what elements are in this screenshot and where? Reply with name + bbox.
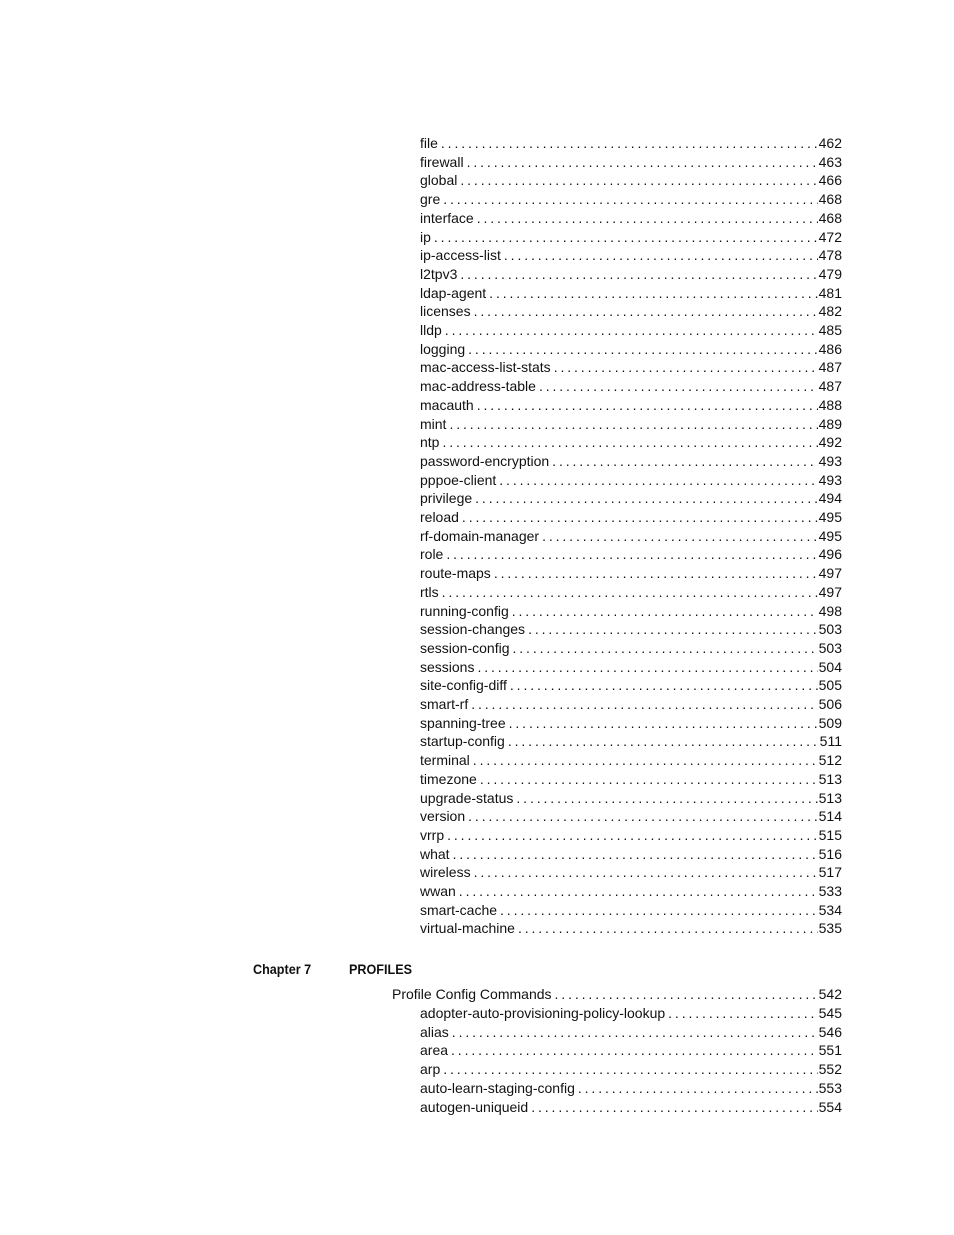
toc-entry-label: sessions: [420, 658, 475, 675]
toc-entry-label: terminal: [420, 752, 470, 769]
toc-entry-label: mac-address-table: [420, 378, 536, 395]
dot-leader: [452, 1023, 818, 1042]
toc-entry[interactable]: [420, 770, 842, 789]
toc-entry-page: 482: [818, 303, 842, 320]
toc-entry-page: 533: [818, 883, 842, 899]
toc-entry[interactable]: [420, 658, 842, 677]
toc-entry-label: password-encryption: [420, 452, 550, 469]
toc-entry-label: licenses: [420, 303, 471, 320]
toc-entry-label: global: [420, 172, 458, 189]
toc-entry-label: startup-config: [420, 733, 505, 750]
dot-leader: [578, 1079, 818, 1098]
toc-entry-label: what: [420, 845, 450, 862]
toc-entry-page: 551: [818, 1042, 842, 1059]
toc-entry-page: 515: [818, 826, 842, 843]
toc-entry-page: 546: [818, 1023, 842, 1040]
toc-entry-page: 517: [818, 864, 842, 881]
toc-entry-page: 553: [818, 1079, 842, 1096]
toc-entry[interactable]: [420, 564, 842, 583]
toc-entry[interactable]: [420, 732, 842, 751]
toc-entry-label: rtls: [420, 583, 439, 600]
toc-entry-page: 503: [818, 639, 842, 656]
toc-entry[interactable]: [420, 302, 842, 321]
toc-entry-page: 509: [818, 714, 842, 731]
toc-entry[interactable]: [420, 415, 842, 434]
toc-entry-label: reload: [420, 509, 459, 525]
toc-entry-label: adopter-auto-provisioning-policy-lookup: [420, 1005, 666, 1021]
toc-entry-label: wwan: [420, 883, 456, 899]
toc-entry[interactable]: [420, 489, 842, 508]
toc-entry-page: 486: [818, 340, 842, 357]
dot-leader: [513, 639, 818, 658]
dot-leader: [445, 321, 818, 340]
toc-entry-page: 495: [818, 509, 842, 525]
toc-entry[interactable]: [420, 1079, 842, 1098]
toc-entry[interactable]: [420, 433, 842, 452]
dot-leader: [468, 340, 817, 359]
chapter-number: Chapter 7: [253, 961, 312, 977]
toc-entry[interactable]: [420, 321, 842, 340]
toc-entry[interactable]: [420, 228, 842, 247]
toc-entry-label: l2tpv3: [420, 265, 458, 282]
toc-entry[interactable]: [420, 676, 842, 695]
toc-entry-page: 487: [818, 359, 842, 376]
toc-entry-label: ldap-agent: [420, 284, 487, 301]
toc-entry-label: vrrp: [420, 826, 445, 843]
dot-leader: [552, 452, 817, 471]
toc-entry-page: 481: [818, 284, 842, 301]
toc-entry-label: mac-access-list-stats: [420, 359, 551, 376]
dot-leader: [443, 1060, 817, 1079]
chapter-title: PROFILES: [349, 961, 413, 977]
toc-entry[interactable]: [420, 882, 842, 901]
toc-entry-page: 513: [818, 789, 842, 806]
dot-leader: [516, 789, 817, 808]
toc-entry[interactable]: [420, 396, 842, 415]
toc-entry-label: role: [420, 546, 444, 563]
toc-entry[interactable]: [420, 845, 842, 864]
toc-entry-label: session-changes: [420, 621, 526, 638]
toc-entry-page: 504: [818, 658, 842, 675]
dot-leader: [443, 190, 817, 209]
dot-leader: [473, 751, 818, 770]
toc-entry-page: 468: [818, 209, 842, 226]
dot-leader: [499, 471, 817, 490]
toc-entry-page: 497: [818, 583, 842, 600]
toc-entry-label: alias: [420, 1023, 449, 1040]
dot-leader: [460, 171, 817, 190]
toc-entry[interactable]: [420, 508, 842, 527]
toc-entry-label: area: [420, 1042, 449, 1059]
toc-entry-label: spanning-tree: [420, 714, 506, 731]
dot-leader: [451, 1041, 818, 1060]
dot-leader: [542, 527, 818, 546]
toc-entry-page: 506: [818, 696, 842, 712]
toc-entry[interactable]: [420, 901, 842, 920]
toc-entry[interactable]: [420, 134, 842, 153]
toc-entry[interactable]: [420, 471, 842, 490]
toc-entry-label: running-config: [420, 602, 509, 619]
toc-section-entry[interactable]: [392, 985, 842, 1004]
toc-entry-page: 511: [819, 733, 842, 750]
toc-entry-label: wireless: [420, 864, 471, 881]
toc-entry[interactable]: [420, 583, 842, 602]
dot-leader: [518, 919, 818, 938]
toc-entry[interactable]: [420, 714, 842, 733]
toc-entry-page: 485: [818, 322, 842, 338]
toc-entry-page: 495: [818, 527, 842, 544]
toc-entry[interactable]: [420, 695, 842, 714]
toc-entry-page: 488: [818, 396, 842, 413]
dot-leader: [668, 1004, 818, 1023]
dot-leader: [500, 901, 818, 920]
toc-entry-page: 552: [818, 1061, 842, 1078]
toc-entry-page: 535: [818, 920, 842, 937]
toc-entry-label: interface: [420, 209, 474, 226]
toc-entry-page: 512: [818, 752, 842, 769]
dot-leader: [489, 284, 817, 303]
toc-entry[interactable]: [420, 153, 842, 172]
toc-entry-label: site-config-diff: [420, 677, 507, 694]
dot-leader: [555, 985, 818, 1004]
toc-entry-page: 505: [818, 677, 842, 694]
dot-leader: [467, 153, 818, 172]
toc-entry[interactable]: [420, 246, 842, 265]
dot-leader: [539, 377, 818, 396]
toc-entry-label: auto-learn-staging-config: [420, 1079, 575, 1096]
toc-entry[interactable]: [420, 171, 842, 190]
toc-entry-page: 493: [818, 452, 842, 469]
toc-entry-page: 498: [818, 602, 842, 619]
toc-entry-label: mint: [420, 415, 447, 432]
toc-entry[interactable]: [420, 209, 842, 228]
toc-entry[interactable]: [420, 826, 842, 845]
toc-entry[interactable]: [420, 1098, 842, 1117]
dot-leader: [554, 358, 818, 377]
dot-leader: [528, 620, 818, 639]
toc-entry-page: 497: [818, 565, 842, 582]
dot-leader: [434, 228, 818, 247]
dot-leader: [504, 246, 818, 265]
toc-entry-label: arp: [420, 1061, 441, 1078]
toc-entry-label: autogen-uniqueid: [420, 1098, 529, 1115]
toc-entry-page: 462: [818, 135, 842, 151]
toc-entry-page: 542: [818, 986, 842, 1002]
toc-entry-label: ip-access-list: [420, 247, 501, 264]
toc-entry-label: Profile Config Commands: [392, 986, 552, 1002]
toc-entry-page: 496: [818, 546, 842, 563]
dot-leader: [494, 564, 818, 583]
toc-entry-label: macauth: [420, 396, 474, 413]
toc-entry-page: 514: [818, 808, 842, 825]
toc-entry-page: 487: [818, 378, 842, 395]
toc-entry[interactable]: [420, 1041, 842, 1060]
toc-entry[interactable]: [420, 284, 842, 303]
dot-leader: [480, 770, 818, 789]
dot-leader: [442, 583, 818, 602]
dot-leader: [477, 209, 818, 228]
dot-leader: [468, 807, 818, 826]
toc-entry-label: upgrade-status: [420, 789, 514, 806]
toc-entry[interactable]: [420, 377, 842, 396]
dot-leader: [475, 489, 818, 508]
toc-entry-label: rf-domain-manager: [420, 527, 540, 544]
toc-entry-page: 494: [818, 490, 842, 507]
toc-entry-page: 466: [818, 172, 842, 189]
toc-entry-label: pppoe-client: [420, 471, 497, 488]
toc-entry-page: 493: [818, 471, 842, 488]
toc-entry[interactable]: [420, 807, 842, 826]
toc-entry[interactable]: [420, 1023, 842, 1042]
dot-leader: [477, 658, 817, 677]
toc-entry-label: ntp: [420, 434, 440, 451]
dot-leader: [453, 845, 818, 864]
toc-entry-label: file: [420, 135, 438, 151]
toc-entry-page: 468: [818, 191, 842, 208]
toc-entry-label: smart-cache: [420, 901, 498, 918]
toc-entry[interactable]: [420, 789, 842, 808]
dot-leader: [508, 732, 819, 751]
toc-entry-label: lldp: [420, 322, 442, 338]
toc-entry-label: virtual-machine: [420, 920, 515, 937]
toc-entry-page: 534: [818, 901, 842, 918]
toc-entry-label: privilege: [420, 490, 473, 507]
toc-entry[interactable]: [420, 358, 842, 377]
toc-entry-page: 516: [818, 845, 842, 862]
toc-entry[interactable]: [420, 545, 842, 564]
toc-entry-page: 554: [818, 1098, 842, 1115]
dot-leader: [460, 265, 817, 284]
toc-entry[interactable]: [420, 863, 842, 882]
toc-entry-page: 472: [818, 228, 842, 245]
dot-leader: [512, 602, 818, 621]
toc-entry-label: ip: [420, 228, 431, 245]
toc-entry-label: route-maps: [420, 565, 491, 582]
toc-entry[interactable]: [420, 919, 842, 938]
dot-leader: [447, 826, 818, 845]
dot-leader: [459, 882, 818, 901]
toc-entry-label: gre: [420, 191, 441, 208]
toc-entry[interactable]: [420, 602, 842, 621]
toc-entry[interactable]: [420, 265, 842, 284]
dot-leader: [509, 714, 818, 733]
dot-leader: [474, 302, 818, 321]
toc-entry[interactable]: [420, 527, 842, 546]
toc-entry-label: firewall: [420, 153, 464, 170]
dot-leader: [474, 863, 818, 882]
toc-entry[interactable]: [420, 751, 842, 770]
dot-leader: [462, 508, 818, 527]
toc-entry-label: version: [420, 808, 466, 825]
toc-entry-page: 478: [818, 247, 842, 264]
toc-entry[interactable]: [420, 1004, 842, 1023]
toc-entry-label: smart-rf: [420, 696, 469, 712]
toc-entry[interactable]: [420, 190, 842, 209]
toc-entry-page: 479: [818, 265, 842, 282]
toc-entry[interactable]: [420, 1060, 842, 1079]
toc-entry[interactable]: [420, 340, 842, 359]
toc-entry-page: 463: [818, 153, 842, 170]
toc-entry[interactable]: [420, 639, 842, 658]
toc-entry-label: logging: [420, 340, 466, 357]
toc-entry-label: timezone: [420, 770, 477, 787]
toc-entry[interactable]: [420, 620, 842, 639]
toc-entry-page: 489: [818, 415, 842, 432]
toc-entry-page: 503: [818, 621, 842, 638]
toc-entry-page: 545: [818, 1005, 842, 1021]
toc-entry-label: session-config: [420, 639, 510, 656]
dot-leader: [477, 396, 818, 415]
toc-entry-page: 513: [818, 770, 842, 787]
dot-leader: [441, 134, 818, 153]
dot-leader: [449, 415, 817, 434]
toc-entry[interactable]: [420, 452, 842, 471]
dot-leader: [510, 676, 818, 695]
dot-leader: [471, 695, 817, 714]
dot-leader: [531, 1098, 817, 1117]
dot-leader: [446, 545, 817, 564]
toc-entry-page: 492: [818, 434, 842, 451]
dot-leader: [442, 433, 817, 452]
